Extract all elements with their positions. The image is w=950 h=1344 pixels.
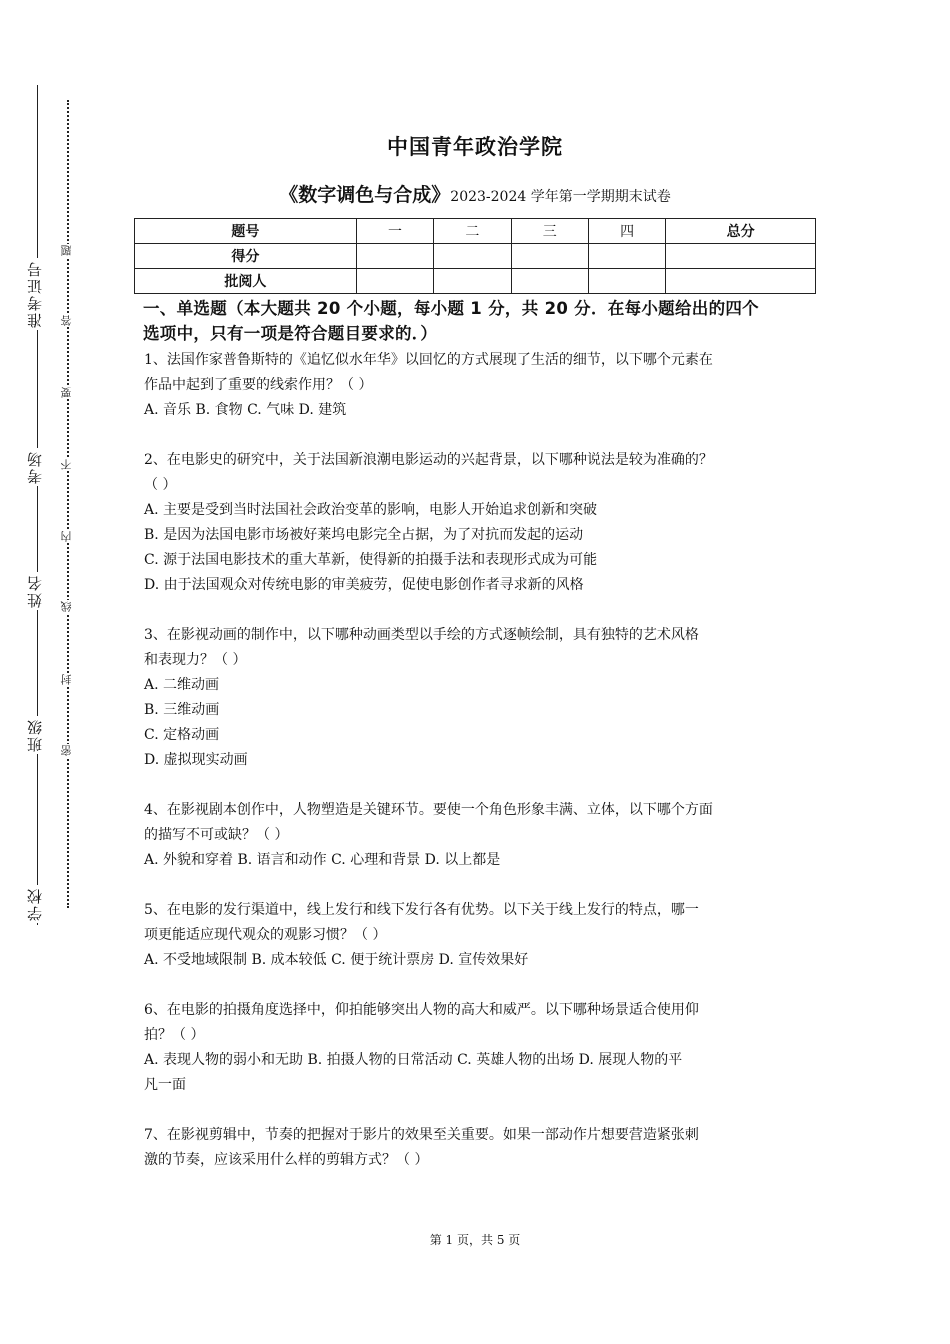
question-text-line: 5、在电影的发行渠道中，线上发行和线下发行各有优势。以下关于线上发行的特点，哪一 — [144, 902, 699, 918]
course-name: 《数字调色与合成》 — [279, 184, 451, 206]
question-text-line: 激的节奏，应该采用什么样的剪辑方式？（ ） — [144, 1152, 429, 1168]
question-3 — [144, 623, 824, 773]
grader-cell[interactable] — [588, 269, 665, 294]
score-table — [134, 218, 816, 294]
question-options[interactable]: A. 表现人物的弱小和无助 B. 拍摄人物的日常活动 C. 英雄人物的出场 D. 展现人物的平 — [144, 1052, 683, 1068]
score-table-header-cell: 一 — [356, 219, 433, 244]
option-c[interactable]: C. 源于法国电影技术的重大革新，使得新的拍摄手法和表现形式成为可能 — [144, 552, 598, 568]
seal-char: 不 — [60, 459, 73, 470]
exam-room-label: 考场 — [26, 450, 44, 484]
score-cell[interactable] — [588, 244, 665, 269]
question-text-line: 2、在电影史的研究中，关于法国新浪潮电影运动的兴起背景，以下哪种说法是较为准确的？ — [144, 452, 713, 468]
section-heading — [143, 296, 824, 346]
option-d[interactable]: D. 由于法国观众对传统电影的审美疲劳，促使电影创作者寻求新的风格 — [144, 577, 584, 593]
admission-number-label: 准考证号 — [26, 260, 44, 328]
grader-row-label: 批阅人 — [135, 269, 357, 294]
question-4 — [144, 798, 824, 873]
section-heading-line: 一、单选题（本大题共 20 个小题，每小题 1 分，共 20 分．在每小题给出的四个 — [143, 299, 759, 318]
score-table-header-cell: 题号 — [135, 219, 357, 244]
question-text-line: 4、在影视剧本创作中，人物塑造是关键环节。要使一个角色形象丰满、立体，以下哪个方面 — [144, 802, 713, 818]
grader-cell[interactable] — [434, 269, 511, 294]
question-7 — [144, 1123, 824, 1173]
seal-char: 封 — [60, 674, 73, 685]
question-6 — [144, 998, 824, 1098]
score-cell[interactable] — [356, 244, 433, 269]
question-options[interactable]: A. 外貌和穿着 B. 语言和动作 C. 心理和背景 D. 以上都是 — [144, 852, 501, 868]
question-5 — [144, 898, 824, 973]
seal-char: 题 — [60, 245, 73, 256]
binding-dotted-line — [67, 100, 69, 908]
score-cell[interactable] — [434, 244, 511, 269]
exam-term: 2023-2024 学年第一学期期末试卷 — [450, 189, 671, 205]
question-text-line: 拍？（ ） — [144, 1027, 205, 1043]
school-label: 学校 — [26, 887, 44, 921]
score-table-header-cell: 四 — [588, 219, 665, 244]
grader-cell[interactable] — [511, 269, 588, 294]
binding-solid-line — [37, 85, 38, 925]
seal-char: 密 — [60, 745, 73, 756]
question-section — [144, 296, 824, 1173]
name-label: 姓名 — [26, 574, 44, 608]
score-table-header-cell: 三 — [511, 219, 588, 244]
seal-char: 要 — [60, 387, 73, 398]
score-cell[interactable] — [666, 244, 816, 269]
seal-char: 线 — [60, 601, 73, 612]
question-options-continued[interactable]: 凡一面 — [144, 1077, 186, 1093]
option-b[interactable]: B. 是因为法国电影市场被好莱坞电影完全占据，为了对抗而发起的运动 — [144, 527, 584, 543]
score-cell[interactable] — [511, 244, 588, 269]
question-text-line: 的描写不可或缺？（ ） — [144, 827, 289, 843]
seal-char: 答 — [60, 315, 73, 326]
grader-cell[interactable] — [666, 269, 816, 294]
grader-row — [135, 269, 816, 294]
option-d[interactable]: D. 虚拟现实动画 — [144, 752, 248, 768]
question-text-line: 和表现力？（ ） — [144, 652, 247, 668]
grader-cell[interactable] — [356, 269, 433, 294]
score-row-label: 得分 — [135, 244, 357, 269]
question-1 — [144, 348, 824, 423]
question-2 — [144, 448, 824, 598]
question-options[interactable]: A. 音乐 B. 食物 C. 气味 D. 建筑 — [144, 402, 347, 418]
page-footer: 第 1 页，共 5 页 — [429, 1233, 521, 1247]
question-text-line: （ ） — [144, 477, 177, 493]
option-a[interactable]: A. 二维动画 — [144, 677, 220, 693]
option-c[interactable]: C. 定格动画 — [144, 727, 220, 743]
question-text-line: 3、在影视动画的制作中，以下哪种动画类型以手绘的方式逐帧绘制，具有独特的艺术风格 — [144, 627, 699, 643]
question-text-line: 7、在影视剪辑中，节奏的把握对于影片的效果至关重要。如果一部动作片想要营造紧张刺 — [144, 1127, 699, 1143]
question-text-line: 6、在电影的拍摄角度选择中，仰拍能够突出人物的高大和威严。以下哪种场景适合使用仰 — [144, 1002, 699, 1018]
option-b[interactable]: B. 三维动画 — [144, 702, 220, 718]
score-table-header-cell: 总分 — [666, 219, 816, 244]
class-label: 班级 — [26, 718, 44, 752]
score-row — [135, 244, 816, 269]
question-text-line: 作品中起到了重要的线索作用？（ ） — [144, 377, 373, 393]
seal-char: 内 — [60, 531, 73, 542]
school-name: 中国青年政治学院 — [387, 135, 563, 159]
score-table-header-row — [135, 219, 816, 244]
question-text-line: 项更能适应现代观众的观影习惯？（ ） — [144, 927, 387, 943]
section-heading-line: 选项中，只有一项是符合题目要求的．） — [143, 324, 438, 343]
question-text-line: 1、法国作家普鲁斯特的《追忆似水年华》以回忆的方式展现了生活的细节，以下哪个元素在 — [144, 352, 713, 368]
question-options[interactable]: A. 不受地域限制 B. 成本较低 C. 便于统计票房 D. 宣传效果好 — [144, 952, 529, 968]
option-a[interactable]: A. 主要是受到当时法国社会政治变革的影响，电影人开始追求创新和突破 — [144, 502, 598, 518]
score-table-header-cell: 二 — [434, 219, 511, 244]
exam-title — [0, 180, 950, 207]
